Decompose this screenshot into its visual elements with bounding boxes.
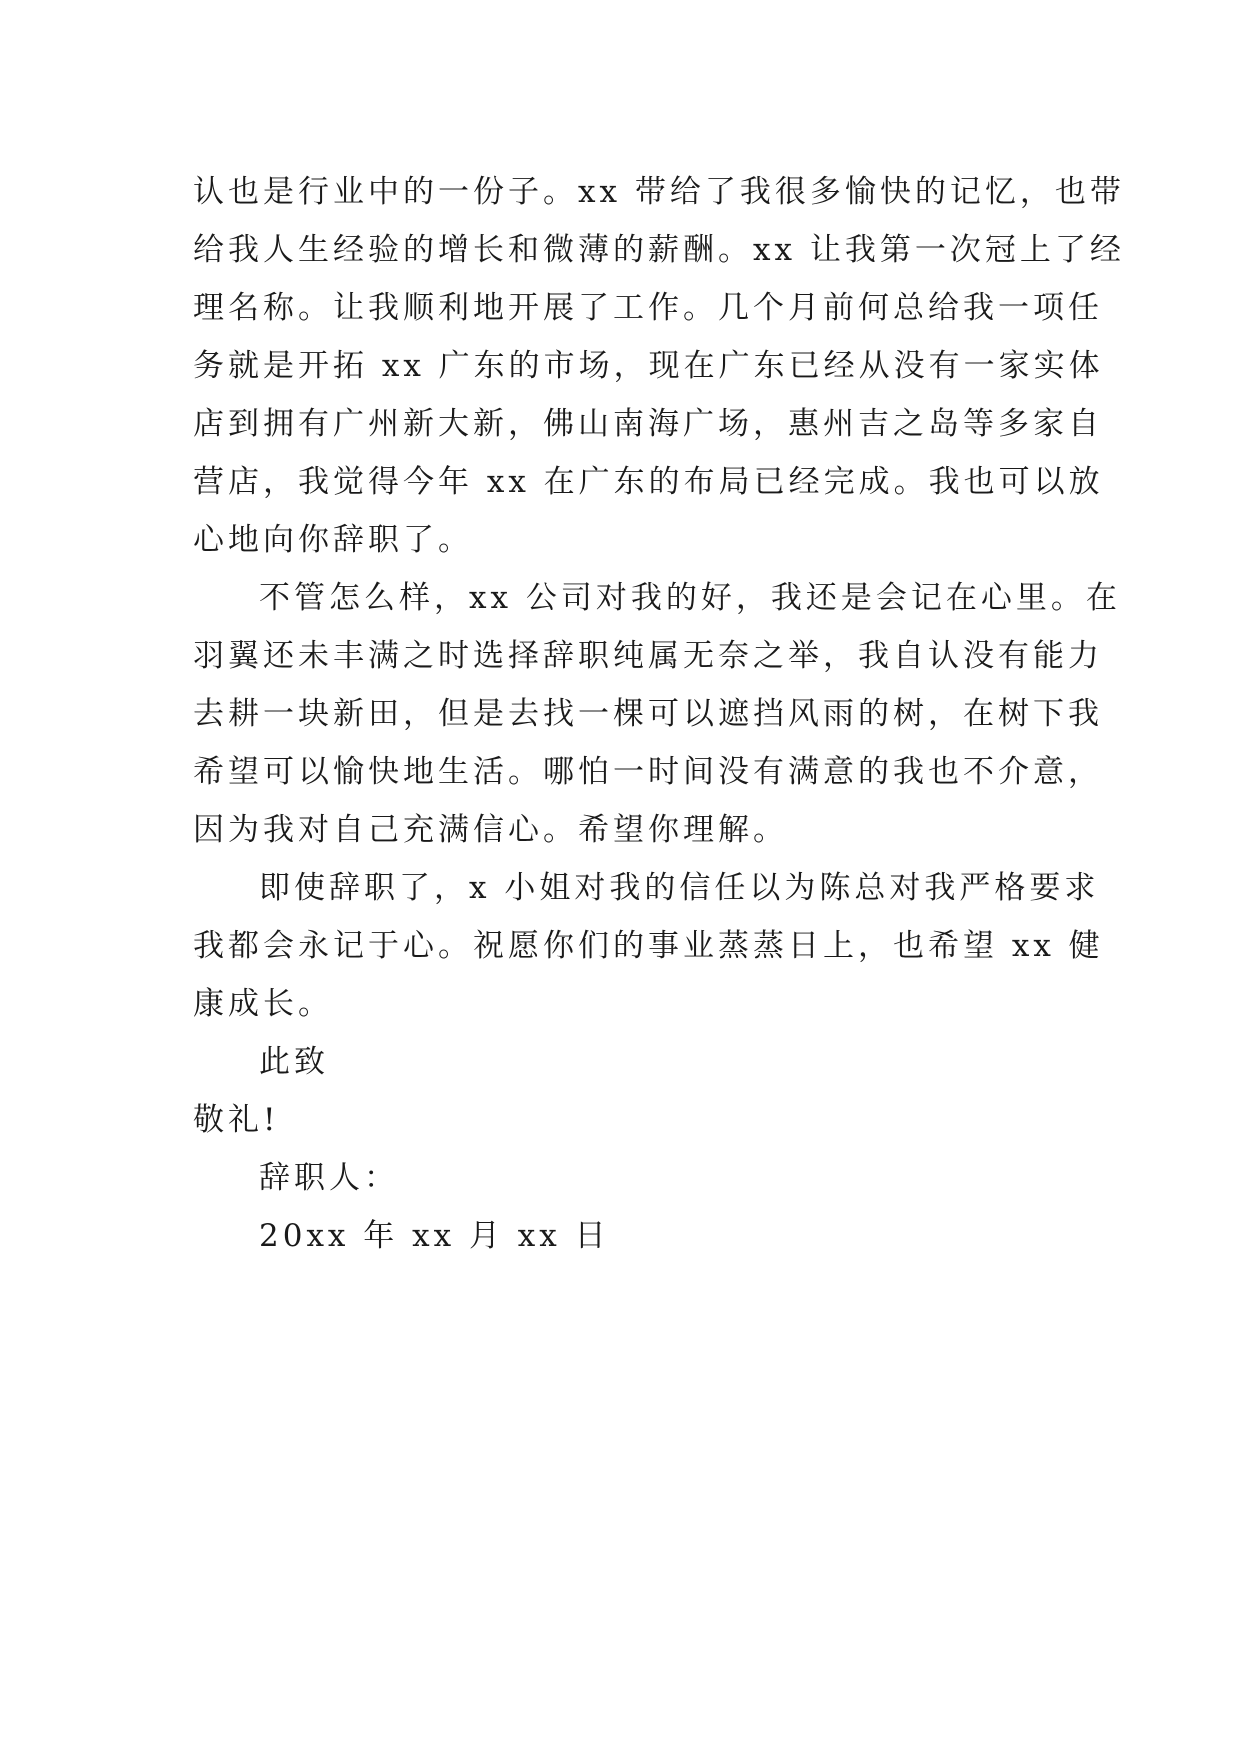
date-text: 20xx 年 xx 月 xx 日 <box>259 1218 610 1254</box>
text-line: 给我人生经验的增长和微薄的薪酬。xx 让我第一次冠上了经 <box>193 232 1125 268</box>
text-line: 心地向你辞职了。 <box>193 522 473 558</box>
signature-line <box>193 1149 1063 1207</box>
date-line <box>193 1207 1063 1265</box>
text-line: 营店，我觉得今年 xx 在广东的布局已经完成。我也可以放 <box>193 464 1104 500</box>
signature-label: 辞职人： <box>259 1160 399 1196</box>
text-line: 我都会永记于心。祝愿你们的事业蒸蒸日上，也希望 xx 健 <box>193 928 1104 964</box>
text-line: 因为我对自己充满信心。希望你理解。 <box>193 812 788 848</box>
text-line: 认也是行业中的一份子。xx 带给了我很多愉快的记忆，也带 <box>193 174 1125 210</box>
text-line: 即使辞职了，x 小姐对我的信任以为陈总对我严格要求 <box>259 870 1100 906</box>
letter-body <box>193 163 1125 1265</box>
salutation-line <box>193 1091 1063 1149</box>
text-line: 羽翼还未丰满之时选择辞职纯属无奈之举，我自认没有能力 <box>193 638 1103 674</box>
paragraph-3 <box>193 859 1104 1033</box>
paragraph-2 <box>193 569 1121 859</box>
closing-text: 此致 <box>259 1044 329 1080</box>
text-line: 店到拥有广州新大新，佛山南海广场，惠州吉之岛等多家自 <box>193 406 1103 442</box>
salutation-text: 敬礼! <box>193 1102 280 1138</box>
paragraph-1 <box>193 163 1125 569</box>
text-line: 康成长。 <box>193 986 333 1022</box>
text-line: 去耕一块新田，但是去找一棵可以遮挡风雨的树，在树下我 <box>193 696 1103 732</box>
text-line: 希望可以愉快地生活。哪怕一时间没有满意的我也不介意， <box>193 754 1103 790</box>
text-line: 务就是开拓 xx 广东的市场，现在广东已经从没有一家实体 <box>193 348 1104 384</box>
text-line: 理名称。让我顺利地开展了工作。几个月前何总给我一项任 <box>193 290 1103 326</box>
closing-line <box>193 1033 1063 1091</box>
text-line: 不管怎么样，xx 公司对我的好，我还是会记在心里。在 <box>259 580 1121 616</box>
